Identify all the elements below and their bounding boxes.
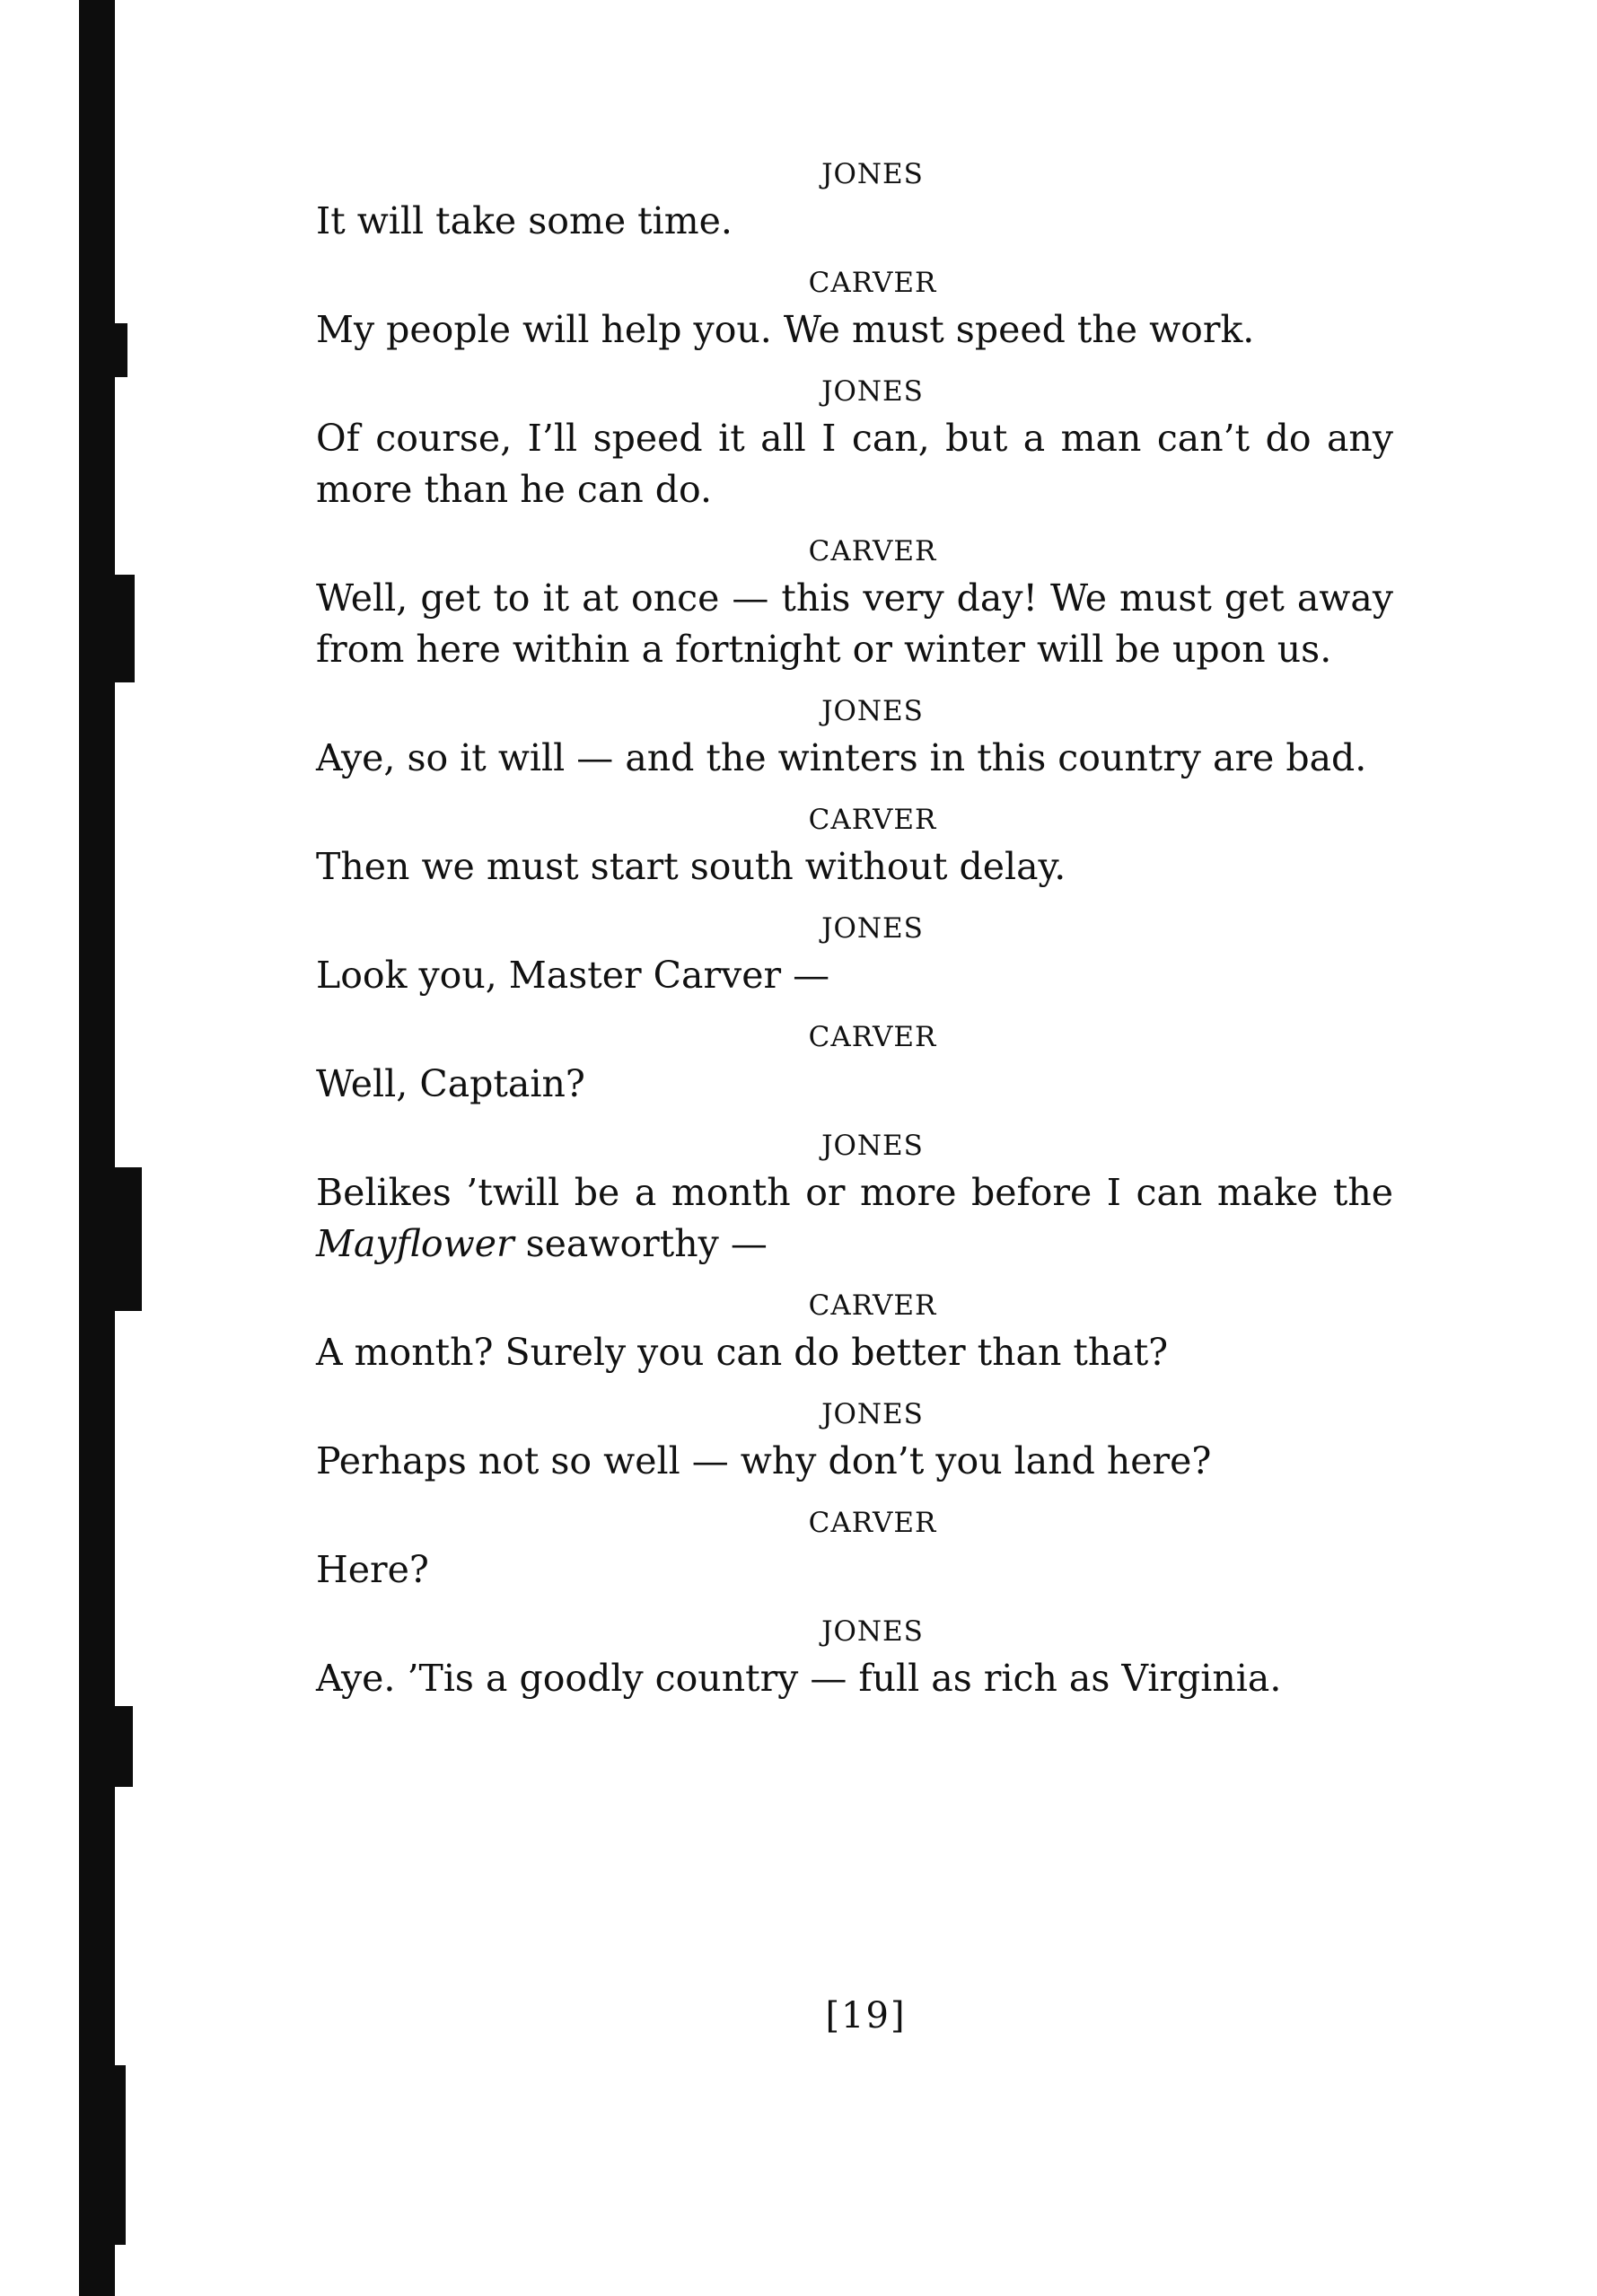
dialogue-line: Well, Captain? (316, 1062, 585, 1105)
dialogue-line: Perhaps not so well — why don’t you land here? (316, 1439, 1212, 1482)
speaker-label: JONES (821, 912, 924, 945)
speaker-label: CARVER (808, 804, 937, 836)
dialogue-line (316, 1167, 1393, 1270)
page-number: [19] (825, 1995, 907, 2036)
speaker-label: JONES (821, 375, 924, 408)
book-gutter-shadow (79, 0, 115, 2296)
speaker-label: CARVER (808, 1289, 937, 1322)
play-dialogue (316, 158, 1393, 1704)
dialogue-line: Aye, so it will — and the winters in this country are bad. (316, 736, 1367, 779)
speaker-label: CARVER (808, 535, 937, 567)
ship-name-italic: Mayflower (316, 1222, 514, 1265)
dialogue-line: Of course, I’ll speed it all I can, but a man can’t do any more than he can do. (316, 417, 1393, 511)
speaker-label: CARVER (808, 267, 937, 299)
speaker-label: CARVER (808, 1021, 937, 1053)
gutter-speck (115, 1706, 133, 1787)
dialogue-line: Then we must start south without delay. (316, 845, 1066, 888)
speaker-label: JONES (821, 158, 924, 190)
dialogue-line: Look you, Master Carver — (316, 954, 830, 997)
speaker-label: JONES (821, 1398, 924, 1430)
dialogue-line: Aye. ’Tis a goodly country — full as rich as Virginia. (316, 1657, 1282, 1700)
gutter-speck (115, 2065, 126, 2245)
dialogue-line: Here? (316, 1548, 429, 1591)
dialogue-text: Belikes ’twill be a month or more before I can make the (316, 1171, 1393, 1214)
gutter-speck (115, 323, 127, 377)
dialogue-line: Well, get to it at once — this very day! We must get away from here within a fortnight or winter will be upon us. (316, 576, 1393, 671)
dialogue-line: My people will help you. We must speed the work. (316, 308, 1255, 351)
dialogue-line: It will take some time. (316, 199, 733, 242)
speaker-label: JONES (821, 1130, 924, 1162)
speaker-label: JONES (821, 695, 924, 727)
gutter-speck (115, 1167, 142, 1311)
gutter-speck (115, 575, 135, 682)
dialogue-text: seaworthy — (513, 1222, 768, 1265)
speaker-label: JONES (821, 1615, 924, 1648)
speaker-label: CARVER (808, 1507, 937, 1539)
dialogue-line: A month? Surely you can do better than that? (316, 1331, 1169, 1374)
